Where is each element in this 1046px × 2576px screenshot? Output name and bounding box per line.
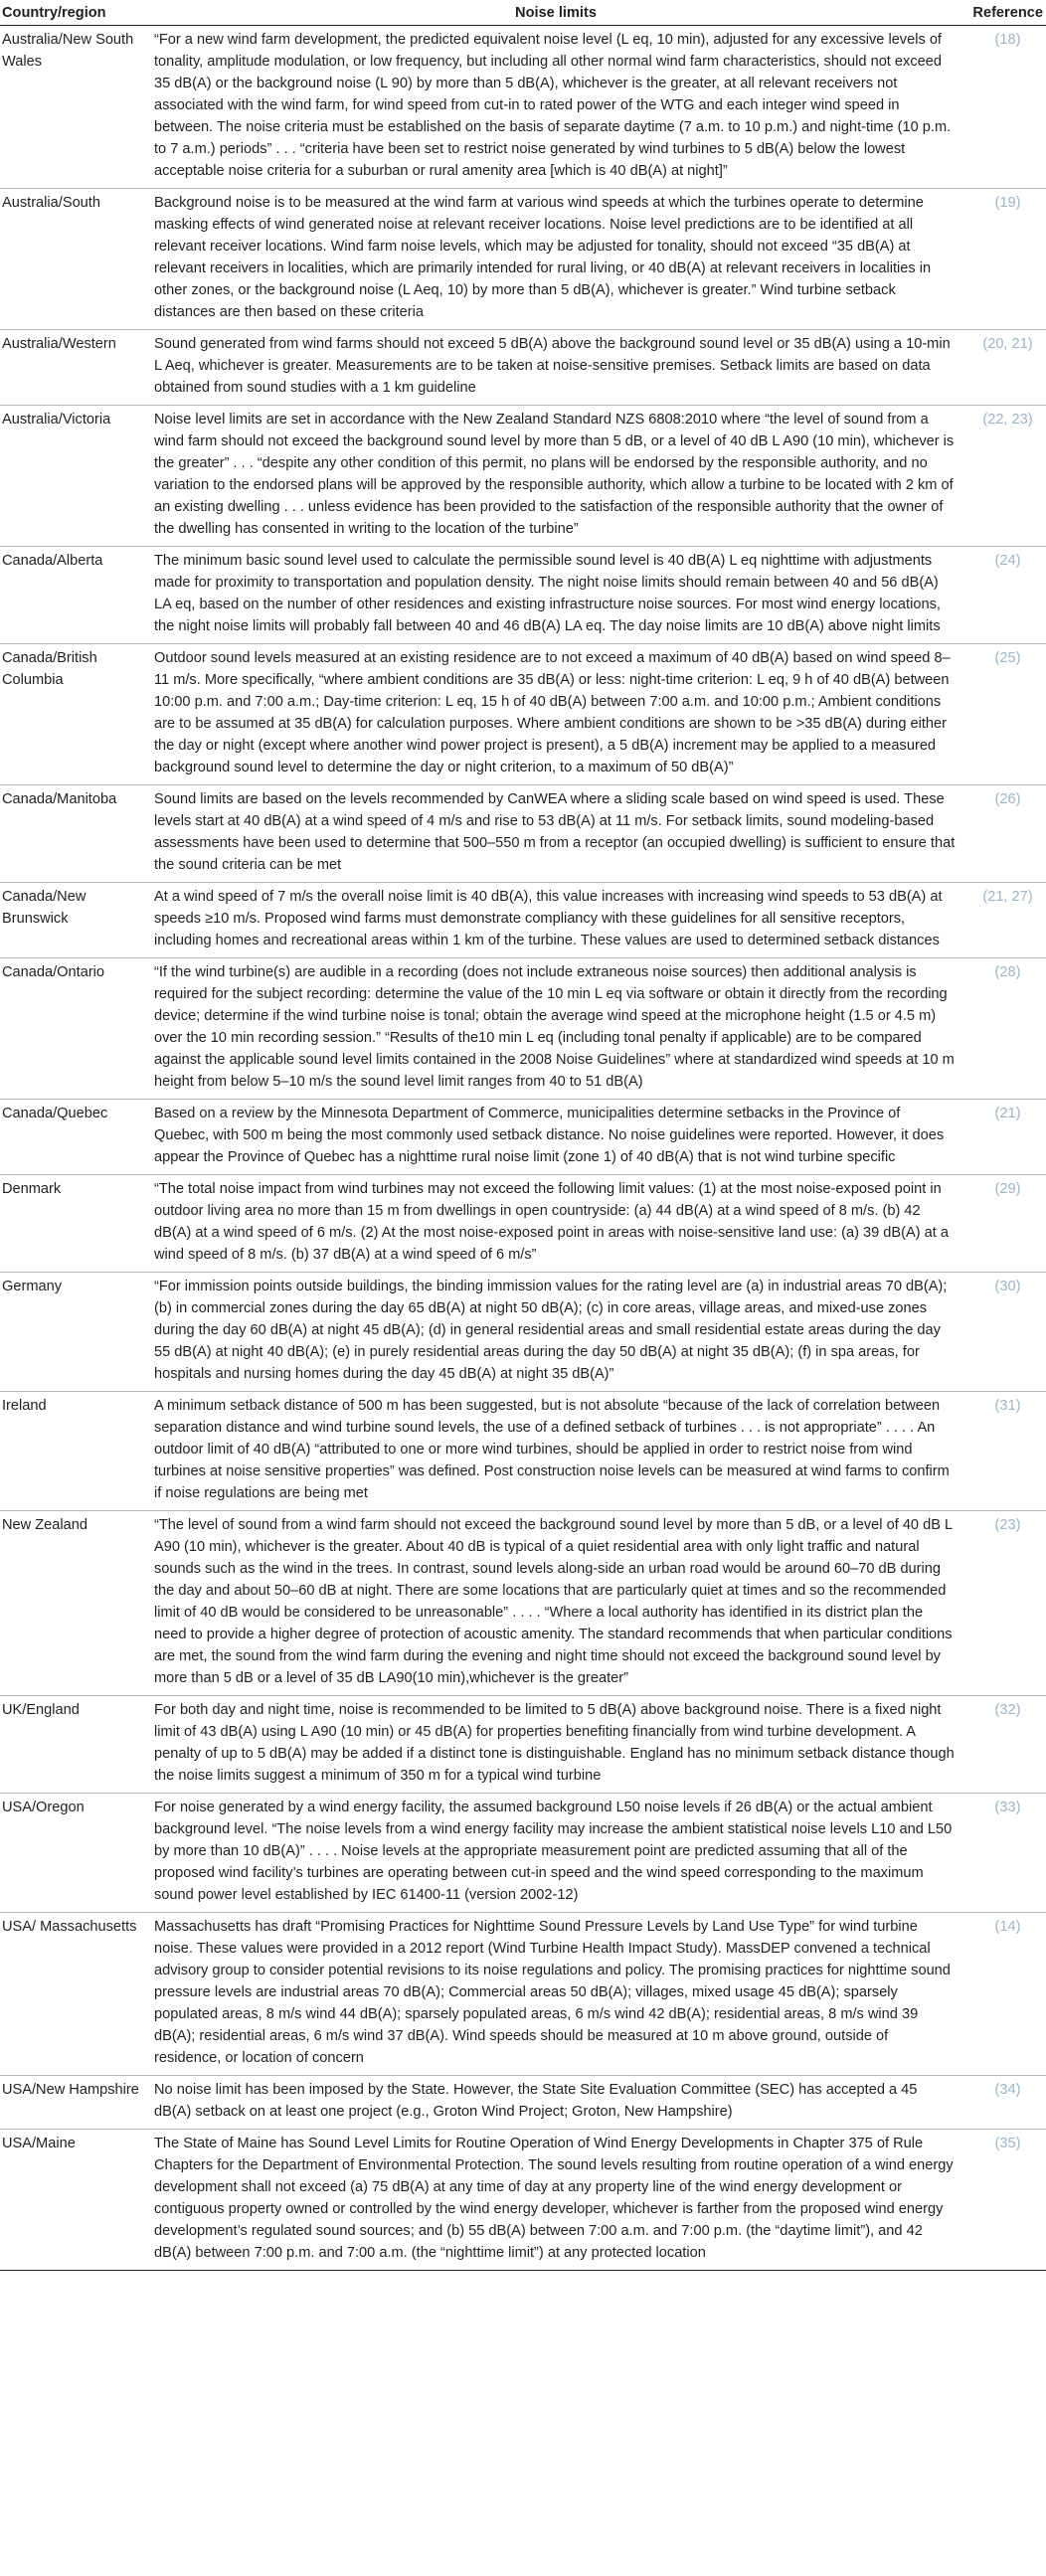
header-country: Country/region	[0, 0, 148, 26]
country-cell: Australia/Victoria	[0, 406, 148, 547]
reference-link[interactable]: (25)	[963, 644, 1046, 785]
noise-limit-cell: For noise generated by a wind energy facility, the assumed background L50 noise levels if 26 dB(A) or the actual ambient background level. “The noise levels from a wind energy facility may increase the ambient statistical noise levels L10 and L50 by more than 10 dB(A)” . . . . Noise levels at the appropriate measurement point are predicted assuming that all of the proposed wind facility’s turbines are operating between cut-in speed and the wind speed corresponding to the maximum sound power level established by IEC 61400-11 (version 2002-12)	[148, 1794, 963, 1913]
country-cell: Canada/New Brunswick	[0, 883, 148, 958]
noise-limit-cell: Background noise is to be measured at the wind farm at various wind speeds at which the turbines operate to determine masking effects of wind generated noise at relevant receiver locations. Noise level predictions are to be identified at all relevant receiver locations. Wind farm noise levels, which may be adjusted for tonality, should not exceed “35 dB(A) at relevant receivers in localities, which are primarily intended for rural living, or 40 dB(A) at relevant receivers in localities in other zones, or the background noise (L Aeq, 10) by more than 5 dB(A), whichever is greater.” Wind turbine setback distances are then based on these criteria	[148, 189, 963, 330]
table-row	[0, 330, 1046, 406]
country-cell: Australia/Western	[0, 330, 148, 406]
country-cell: Ireland	[0, 1392, 148, 1511]
table-row	[0, 1794, 1046, 1913]
reference-link[interactable]: (31)	[963, 1392, 1046, 1511]
noise-limit-cell: Based on a review by the Minnesota Department of Commerce, municipalities determine setbacks in the Province of Quebec, with 500 m being the most commonly used setback distance. No noise guidelines were reported. However, it does appear the Province of Quebec has a nighttime rural noise limit (zone 1) of 40 dB(A) that is not wind turbine specific	[148, 1100, 963, 1175]
reference-link[interactable]: (23)	[963, 1511, 1046, 1696]
table-row	[0, 2076, 1046, 2130]
country-cell: New Zealand	[0, 1511, 148, 1696]
table-row	[0, 189, 1046, 330]
reference-link[interactable]: (26)	[963, 785, 1046, 883]
table-row	[0, 1511, 1046, 1696]
noise-limit-cell: For both day and night time, noise is recommended to be limited to 5 dB(A) above background noise. There is a fixed night limit of 43 dB(A) using L A90 (10 min) or 45 dB(A) for properties benefiting financially from wind turbine development. A penalty of up to 5 dB(A) may be added if a distinct tone is distinguishable. England has no minimum setback distance though the noise limits suggest a minimum of 350 m for a typical wind turbine	[148, 1696, 963, 1794]
noise-limit-cell: At a wind speed of 7 m/s the overall noise limit is 40 dB(A), this value increases with increasing wind speeds to 53 dB(A) at speeds ≥10 m/s. Proposed wind farms must demonstrate compliancy with these guidelines for all sensitive receptors, including homes and recreational areas within 1 km of the turbine. These values are used to determined setback distances	[148, 883, 963, 958]
country-cell: USA/Maine	[0, 2130, 148, 2271]
table-row	[0, 1392, 1046, 1511]
country-cell: Canada/British Columbia	[0, 644, 148, 785]
table-row	[0, 406, 1046, 547]
noise-limit-cell: Outdoor sound levels measured at an existing residence are to not exceed a maximum of 40 dB(A) based on wind speed 8–11 m/s. More specifically, “where ambient conditions are 35 dB(A) or less: night-time criterion: L eq, 9 h of 40 dB(A) between 10:00 p.m. and 7:00 a.m.; Day-time criterion: L eq, 15 h of 40 dB(A) between 7:00 a.m. and 10:00 p.m.; Ambient conditions are to be assumed at 35 dB(A) for calculation purposes. Where ambient conditions are shown to be >35 dB(A) during either the day or night (except where another wind power project is present), a 5 dB(A) increment may be applied to a measured background sound level to determine the day or night criterion, to a maximum of 50 dB(A)”	[148, 644, 963, 785]
table-row	[0, 1913, 1046, 2076]
table-row	[0, 644, 1046, 785]
reference-link[interactable]: (34)	[963, 2076, 1046, 2130]
country-cell: USA/Oregon	[0, 1794, 148, 1913]
country-cell: USA/ Massachusetts	[0, 1913, 148, 2076]
country-cell: UK/England	[0, 1696, 148, 1794]
noise-limit-cell: Noise level limits are set in accordance with the New Zealand Standard NZS 6808:2010 where “the level of sound from a wind farm should not exceed the background sound level by more than 5 dB, or a level of 40 dB L A90 (10 min), whichever is the greater” . . . “despite any other condition of this permit, no plans will be endorsed by the responsible authority, and no variation to the endorsed plans will be approved by the responsible authority, which allow a turbine to be located with 2 km of an existing dwelling . . . unless evidence has been provided to the satisfaction of the responsible authority that the owner of the dwelling has consented in writing to the location of the turbine”	[148, 406, 963, 547]
table-row	[0, 1100, 1046, 1175]
noise-limit-cell: “For immission points outside buildings, the binding immission values for the rating level are (a) in industrial areas 70 dB(A); (b) in commercial zones during the day 65 dB(A) at night 50 dB(A); (c) in core areas, village areas, and mixed-use zones during the day 60 dB(A) at night 45 dB(A); (d) in general residential areas and small residential estate areas during the day 55 dB(A) at night 40 dB(A); (e) in purely residential areas during the day 50 dB(A) at night 35 dB(A); (f) in spa areas, for hospitals and nursing homes during the day 45 dB(A) at night 35 dB(A)”	[148, 1273, 963, 1392]
noise-limit-cell: No noise limit has been imposed by the State. However, the State Site Evaluation Committee (SEC) has accepted a 45 dB(A) setback on at least one project (e.g., Groton Wind Project; Groton, New Hampshire)	[148, 2076, 963, 2130]
noise-limit-cell: The State of Maine has Sound Level Limits for Routine Operation of Wind Energy Developments in Chapter 375 of Rule Chapters for the Department of Environmental Protection. The sound levels resulting from routine operation of a wind energy development shall not exceed (a) 75 dB(A) at any time of day at any property line of the wind energy development or contiguous property owned or controlled by the wind energy developer, whichever is farther from the proposed wind energy development’s regulated sound sources; and (b) 55 dB(A) between 7:00 a.m. and 7:00 p.m. (the “daytime limit”), and 42 dB(A) between 7:00 p.m. and 7:00 a.m. (the “nighttime limit”) at any protected location	[148, 2130, 963, 2271]
table-row	[0, 2130, 1046, 2271]
country-cell: USA/New Hampshire	[0, 2076, 148, 2130]
reference-link[interactable]: (30)	[963, 1273, 1046, 1392]
noise-limit-cell: Sound generated from wind farms should not exceed 5 dB(A) above the background sound level or 35 dB(A) using a 10-min L Aeq, whichever is greater. Measurements are to be taken at noise-sensitive premises. Setback limits are based on data obtained from sound studies with a 1 km guideline	[148, 330, 963, 406]
noise-limit-cell: “For a new wind farm development, the predicted equivalent noise level (L eq, 10 min), adjusted for any excessive levels of tonality, amplitude modulation, or low frequency, but including all other normal wind farm characteristics, should not exceed 35 dB(A) or the background noise (L 90) by more than 5 dB(A), whichever is the greater, at all relevant receivers not associated with the wind farm, for wind speed from cut-in to rated power of the WTG and each integer wind speed in between. The noise criteria must be established on the basis of separate daytime (7 a.m. to 10 p.m.) and night-time (10 p.m. to 7 a.m.) periods” . . . “criteria have been set to restrict noise generated by wind turbines to 5 dB(A) below the lowest acceptable noise criteria for a suburban or rural amenity area [which is 40 dB(A) at night]”	[148, 26, 963, 189]
header-reference: Reference	[963, 0, 1046, 26]
reference-link[interactable]: (29)	[963, 1175, 1046, 1273]
reference-link[interactable]: (21)	[963, 1100, 1046, 1175]
reference-link[interactable]: (21, 27)	[963, 883, 1046, 958]
header-noise-limits: Noise limits	[148, 0, 963, 26]
country-cell: Denmark	[0, 1175, 148, 1273]
reference-link[interactable]: (32)	[963, 1696, 1046, 1794]
noise-limit-cell: “The level of sound from a wind farm should not exceed the background sound level by more than 5 dB, or a level of 40 dB L A90 (10 min), whichever is the greater. About 40 dB is typical of a quiet residential area with only light traffic and natural sounds such as the wind in the trees. In contrast, sound levels along-side an urban road would be around 60–70 dB during the day and about 50–60 dB at night. There are some locations that are particularly quiet at times and so the recommended limit of 40 dB would be considered to be unreasonable” . . . . “Where a local authority has identified in its district plan the need to provide a higher degree of protection of acoustic amenity. The standard recommends that when particular conditions are met, the sound from the wind farm during the evening and night time should not exceed the background sound level by more than 5 dB or a level of 35 dB LA90(10 min),whichever is the greater”	[148, 1511, 963, 1696]
country-cell: Canada/Quebec	[0, 1100, 148, 1175]
noise-limit-cell: Sound limits are based on the levels recommended by CanWEA where a sliding scale based on wind speed is used. These levels start at 40 dB(A) at a wind speed of 4 m/s and rise to 53 dB(A) at 11 m/s. For setback limits, sound modeling-based assessments have been used to determine that 500–550 m from a receptor (an occupied dwelling) is sufficient to ensure that the sound criteria can be met	[148, 785, 963, 883]
country-cell: Germany	[0, 1273, 148, 1392]
reference-link[interactable]: (35)	[963, 2130, 1046, 2271]
table-row	[0, 883, 1046, 958]
reference-link[interactable]: (20, 21)	[963, 330, 1046, 406]
reference-link[interactable]: (24)	[963, 547, 1046, 644]
country-cell: Australia/New South Wales	[0, 26, 148, 189]
table-row	[0, 547, 1046, 644]
noise-limit-cell: “The total noise impact from wind turbines may not exceed the following limit values: (1) at the most noise-exposed point in outdoor living area no more than 15 m from dwellings in open countryside: (a) 44 dB(A) at a wind speed of 8 m/s. (b) 42 dB(A) at a wind speed of 6 m/s. (2) At the most noise-exposed point in areas with noise-sensitive land use: (a) 39 dB(A) at a wind speed of 8 m/s. (b) 37 dB(A) at a wind speed of 6 m/s”	[148, 1175, 963, 1273]
country-cell: Canada/Alberta	[0, 547, 148, 644]
country-cell: Canada/Manitoba	[0, 785, 148, 883]
noise-limit-cell: The minimum basic sound level used to calculate the permissible sound level is 40 dB(A) L eq nighttime with adjustments made for proximity to transportation and population density. The night noise limits should remain between 40 and 56 dB(A) LA eq, based on the number of other residences and existing infrastructure noise sources. For most wind energy locations, the night noise limits will probably fall between 40 and 46 dB(A) LA eq. The day noise limits are 10 dB(A) above night limits	[148, 547, 963, 644]
noise-limit-cell: A minimum setback distance of 500 m has been suggested, but is not absolute “because of the lack of correlation between separation distance and wind turbine sound levels, the use of a defined setback of turbines . . . is not appropriate” . . . . An outdoor limit of 40 dB(A) “attributed to one or more wind turbines, should be applied in order to restrict noise from wind turbines at noise sensitive properties” was defined. Post construction noise levels can be measured at wind farms to confirm if noise regulations are being met	[148, 1392, 963, 1511]
reference-link[interactable]: (18)	[963, 26, 1046, 189]
table-header-row	[0, 0, 1046, 26]
table-row	[0, 1696, 1046, 1794]
reference-link[interactable]: (14)	[963, 1913, 1046, 2076]
country-cell: Canada/Ontario	[0, 958, 148, 1100]
country-cell: Australia/South	[0, 189, 148, 330]
noise-limit-cell: “If the wind turbine(s) are audible in a recording (does not include extraneous noise sources) then additional analysis is required for the subject recording: determine the value of the 10 min L eq via software or obtain it directly from the recording device; determine if the wind turbine noise is tonal; obtain the average wind speed at the microphone height (1.5 or 4.5 m) over the 10 min recording session.” “Results of the10 min L eq (including tonal penalty if applicable) are to be compared against the applicable sound level limits contained in the 2008 Noise Guidelines” where at standardized wind speeds at 10 m height from below 5–10 m/s the sound level limit ranges from 40 to 51 dB(A)	[148, 958, 963, 1100]
reference-link[interactable]: (19)	[963, 189, 1046, 330]
table-row	[0, 958, 1046, 1100]
noise-limit-cell: Massachusetts has draft “Promising Practices for Nighttime Sound Pressure Levels by Land Use Type” for wind turbine noise. These values were provided in a 2012 report (Wind Turbine Health Impact Study). MassDEP convened a technical advisory group to consider potential revisions to its noise regulations and policy. The promising practices for nighttime sound pressure levels are industrial areas 70 dB(A); Commercial areas 50 dB(A); villages, mixed usage 45 dB(A); sparsely populated areas, 8 m/s wind 44 dB(A); sparsely populated areas, 6 m/s wind 42 dB(A); residential areas, 8 m/s wind 39 dB(A); residential areas, 6 m/s wind 37 dB(A). Wind speeds should be measured at 10 m above ground, outside of residence, or location of concern	[148, 1913, 963, 2076]
reference-link[interactable]: (33)	[963, 1794, 1046, 1913]
table-row	[0, 1175, 1046, 1273]
reference-link[interactable]: (28)	[963, 958, 1046, 1100]
table-row	[0, 1273, 1046, 1392]
reference-link[interactable]: (22, 23)	[963, 406, 1046, 547]
table-row	[0, 26, 1046, 189]
table-row	[0, 785, 1046, 883]
